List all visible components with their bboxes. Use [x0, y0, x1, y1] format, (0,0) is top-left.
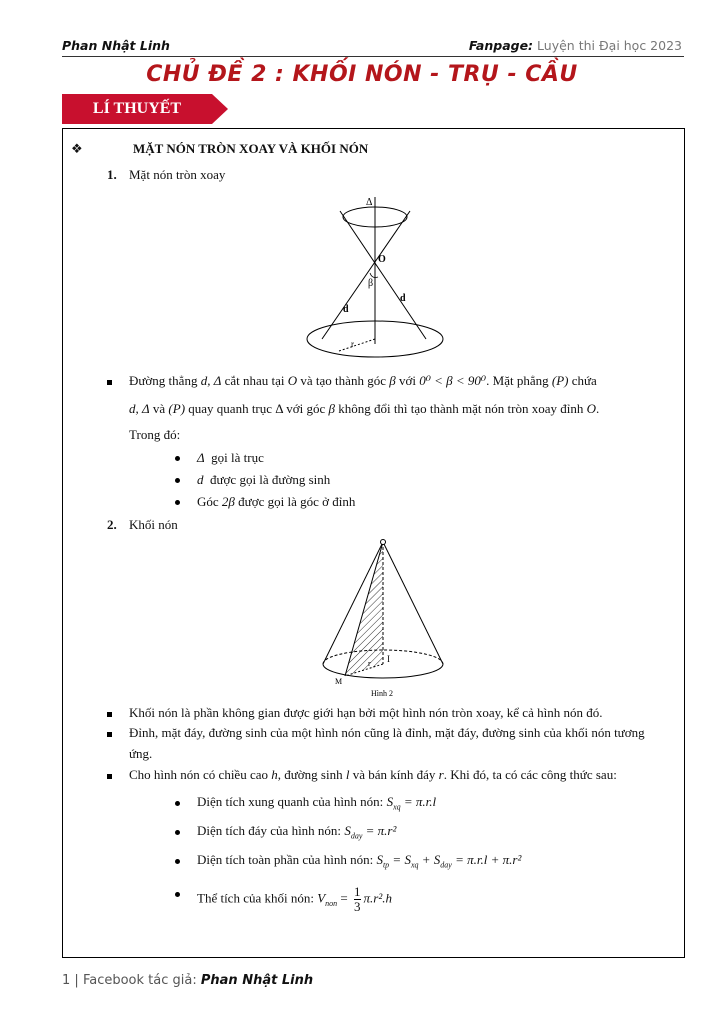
p1-d: O	[287, 373, 298, 388]
f3-rhs1: = S	[389, 852, 411, 867]
f1-rhs: = π.r.l	[400, 794, 437, 809]
dot-bullet-icon	[175, 500, 180, 505]
p1-i: . Mặt phẳng	[486, 373, 549, 388]
f2-label: Diện tích đáy của hình nón:	[197, 823, 342, 838]
header-author: Phan Nhật Linh	[62, 38, 170, 53]
p2-g: β	[328, 401, 335, 416]
para1-line3: Trong đó:	[129, 427, 181, 442]
para1-line1	[129, 373, 597, 389]
diamond-bullet-icon: ❖	[71, 141, 83, 156]
p1-e: và tạo thành góc	[300, 373, 386, 388]
p2-h: không đổi thì tạo thành mặt nón tròn xoay đỉnh	[338, 401, 584, 416]
sub2-sym: d	[197, 472, 204, 487]
f2-s: S	[344, 823, 351, 838]
fanpage-label: Fanpage:	[468, 38, 534, 53]
f3-rhs3: = π.r.l + π.r²	[451, 852, 522, 867]
f4-v: V	[317, 890, 326, 906]
sub2-text: được gọi là đường sinh	[210, 472, 331, 487]
b3-b: , đường sinh	[277, 767, 343, 782]
dot-bullet-icon	[175, 859, 180, 864]
ribbon-label: LÍ THUYẾT	[92, 100, 182, 117]
square-bullet-icon	[107, 732, 112, 737]
b3-d: . Khi đó, ta có các công thức sau:	[443, 767, 617, 782]
p1-j: (P)	[551, 373, 569, 388]
p2-a: d, Δ	[129, 401, 150, 416]
f4-num: 1	[354, 884, 361, 899]
f2-rhs: = π.r²	[362, 823, 397, 838]
item1-number: 1.	[107, 167, 117, 182]
f4-sub: non	[325, 899, 338, 909]
page-footer	[62, 973, 313, 988]
footer-author: Phan Nhật Linh	[200, 973, 314, 988]
fig1-d-right-label: d	[400, 293, 406, 304]
f1-label: Diện tích xung quanh của hình nón:	[197, 794, 384, 809]
sub3-text: được gọi là góc ở đỉnh	[238, 494, 356, 509]
b3-h: h	[271, 767, 278, 782]
f4-eq: =	[337, 890, 352, 906]
bullet-dinh-line2: ứng.	[129, 746, 153, 761]
dot-bullet-icon	[175, 892, 180, 897]
fanpage-value: Luyện thi Đại học 2023	[537, 38, 682, 53]
p1-h: 0⁰ < β < 90⁰	[419, 373, 487, 388]
f3-sub2: xq	[410, 860, 419, 870]
bullet-cong-thuc	[129, 767, 617, 783]
cone-figure	[315, 534, 453, 700]
square-bullet-icon	[107, 712, 112, 717]
section-ribbon	[62, 94, 228, 124]
dot-bullet-icon	[175, 801, 180, 806]
formula-stp	[197, 852, 521, 870]
f3-sub3: day	[440, 860, 452, 870]
header-fanpage	[469, 38, 682, 53]
fig1-o-label: O	[378, 254, 386, 265]
fig2-m-label: M	[335, 677, 343, 686]
f2-sub: day	[350, 831, 363, 841]
sub1	[197, 450, 264, 466]
f4-rhs: π.r².h	[363, 890, 392, 906]
p1-b: d, Δ	[200, 373, 222, 388]
f4-den: 3	[354, 899, 361, 914]
sub3-pre: Góc	[197, 494, 219, 509]
square-bullet-icon	[107, 774, 112, 779]
fig1-delta-label: Δ	[366, 197, 373, 208]
fig1-d-left-label: d	[343, 304, 349, 315]
p2-f: với góc	[286, 401, 326, 416]
fig1-beta-label: β	[368, 278, 374, 289]
f3-s: S	[376, 852, 383, 867]
section-heading: MẶT NÓN TRÒN XOAY VÀ KHỐI NÓN	[133, 141, 369, 156]
sub1-sym: Δ	[197, 450, 205, 465]
item1-label: Mặt nón tròn xoay	[129, 167, 226, 182]
p2-i: O	[586, 401, 597, 416]
p1-k: chứa	[571, 373, 597, 388]
footer-separator: |	[74, 973, 79, 988]
dot-bullet-icon	[175, 830, 180, 835]
p1-c: cắt nhau tại	[224, 373, 285, 388]
sub2	[197, 472, 330, 488]
p1-f: β	[389, 373, 396, 388]
fig2-r-label: r	[368, 659, 371, 668]
formula-sxq	[197, 794, 436, 812]
f3-label: Diện tích toàn phần của hình nón:	[197, 852, 374, 867]
p2-e: Δ	[275, 401, 283, 416]
p2-b: và	[152, 401, 166, 416]
p1-g: với	[398, 373, 416, 388]
bullet-dinh-line1: Đỉnh, mặt đáy, đường sinh của một hình nón cũng là đỉnh, mặt đáy, đường sinh của khối nón tương	[129, 725, 645, 740]
theory-box	[62, 128, 685, 958]
page-number: 1	[62, 973, 71, 988]
sub3-sym: 2β	[221, 494, 235, 509]
dot-bullet-icon	[175, 456, 180, 461]
footer-label: Facebook tác giả:	[82, 973, 197, 988]
p2-j: .	[596, 401, 600, 416]
item2-number: 2.	[107, 517, 117, 532]
formula-volume	[197, 885, 392, 914]
b3-a: Cho hình nón có chiều cao	[129, 767, 268, 782]
double-cone-figure	[306, 189, 444, 365]
page-header	[62, 36, 684, 57]
page-title: CHỦ ĐỀ 2 : KHỐI NÓN - TRỤ - CẦU	[146, 62, 578, 87]
square-bullet-icon	[107, 380, 112, 385]
sub1-text: gọi là trục	[211, 450, 264, 465]
dot-bullet-icon	[175, 478, 180, 483]
item2-label: Khối nón	[129, 517, 178, 532]
fig2-i-label: I	[387, 654, 390, 664]
fig2-caption: Hình 2	[371, 689, 393, 698]
f1-sub: xq	[393, 802, 401, 812]
b3-l: l	[345, 767, 350, 782]
para1-line2	[129, 401, 599, 417]
f4-label: Thể tích của khối nón:	[197, 890, 314, 906]
f3-rhs2: + S	[418, 852, 441, 867]
p1-a: Đường thẳng	[129, 373, 198, 388]
p2-d: quay quanh trục	[188, 401, 273, 416]
p2-c: (P)	[168, 401, 186, 416]
sub3	[197, 494, 355, 510]
b3-c: và bán kính đáy	[352, 767, 436, 782]
formula-sday	[197, 823, 396, 841]
f3-sub: tp	[382, 860, 390, 870]
bullet-khoi-non: Khối nón là phần không gian được giới hạn bởi một hình nón tròn xoay, kể cả hình nón đó.	[129, 705, 603, 720]
b3-r: r	[438, 767, 444, 782]
f1-s: S	[386, 794, 394, 809]
fig1-r-label: r	[351, 339, 354, 349]
